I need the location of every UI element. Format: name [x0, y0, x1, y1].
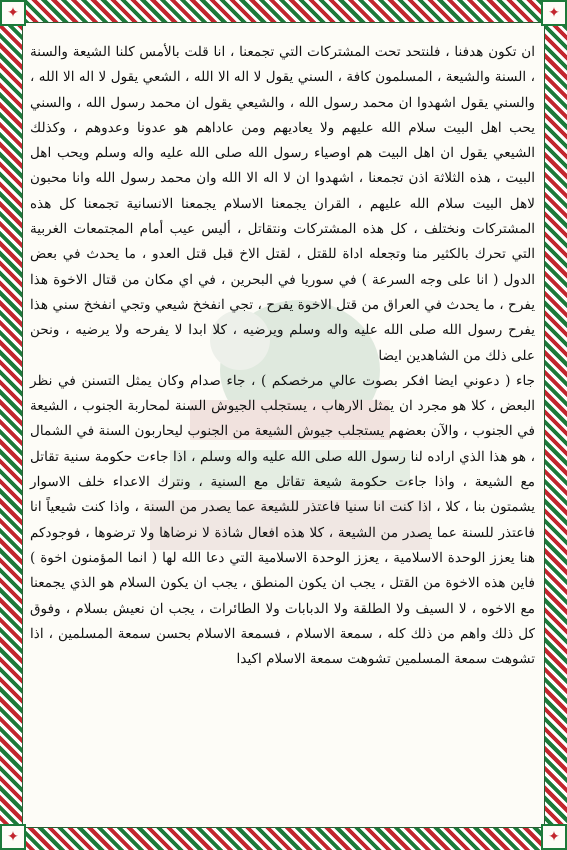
corner-ornament-icon: ✦: [541, 824, 567, 850]
corner-ornament-icon: ✦: [0, 824, 26, 850]
corner-ornament-icon: ✦: [541, 0, 567, 26]
corner-ornament-icon: ✦: [0, 0, 26, 26]
article-body: [30, 40, 535, 825]
paragraph: ان تكون هدفنا ، فلنتحد تحت المشتركات التي تجمعنا ، انا قلت بالأمس كلنا الشيعة والسنة ، السنة والشيعة ، المسلمون كافة ، السني يقول لا اله الا الله ، الشعي يقول لا اله الا الله ، والسني يقول اشهدوا ان محمد رسول الله ، والشيعي يقول ان محمد رسول الله ، والسني يحب اهل البيت سلام الله عليهم ولا يعاديهم ومن عاداهم هو عدونا وعدوهم ، وكذلك الشيعي يقول ان اهل البيت هم اوصياء رسول الله صلى الله عليه واله وسلم ويحب اهل البيت ، هذه الثلاثة اذن تجمعنا ، اشهدوا ان لا اله الا الله وان محمد رسول الله وانا محبون لاهل البيت سلام الله عليهم ، القران يجمعنا الاسلام يجمعنا الانسانية تجمعنا كل هذه المشتركات ونختلف ، كل هذه المشتركات ونتقاتل ، أليس عيب أمام المجتمعات الغربية التي تحرك بالكثير منا وتجعله اداة للقتل ، لقتل الاخ قبل قتل العدو ، ما يحدث في بعض الدول ( انا على وجه السرعة ) في سوريا في البحرين ، في اي مكان من قتال الاخوة هذا يفرح ، ما يحدث في العراق من قتل الاخوة يفرح ، تجي انفخخ شيعي وتجي انفخخ سني هذا يفرح رسول الله صلى الله عليه واله وسلم ويرضيه ، كلا ابدا لا يفرحه ولا يرضيه ، ونحن على ذلك من الشاهدين ايضا: [30, 44, 535, 364]
paragraph: جاء ( دعوني ايضا افكر بصوت عالي مرخصكم ) ، جاء صدام وكان يمثل التسنن في نظر البعض ، كلا هو مجرد ان يمثل الارهاب ، يستجلب الجيوش السنة لمحاربة الجنوب ، الشيعة في الجنوب ، والآن بعضهم يستجلب جيوش الشيعة من الجنوب ليحاربون السنة في الشمال ، هو هذا الذي اراده لنا رسول الله صلى الله عليه واله وسلم ، اذا جاءت حكومة سنية تقاتل مع الشيعة ، واذا جاءت حكومة شيعة تقاتل مع السنية ، ونترك الاعداء خلف الاسوار يشمتون بنا ، كلا ، اذا كنت انا سنيا فاعتذر للشيعة عما يصدر من السنة ، واذا كنت شيعياً انا فاعتذر للسنة عما يصدر من الشيعة ، كلا هذه افعال شاذة لا نرضاها ولا ترضوها ، فوجودكم هنا يعزز الوحدة الاسلامية ، يعزز الوحدة الاسلامية التي دعا الله لها ( انما المؤمنون اخوة ) فاين هذه الاخوة من القتل ، يجب ان يكون المنطق ، يجب ان يكون السلام هو الذي يجمعنا مع الاخوه ، لا السيف ولا الطلقة ولا الدبابات ولا الطائرات ، يجب ان نعيش بسلام ، وفوق كل ذلك واهم من ذلك كله ، سمعة الاسلام ، فسمعة الاسلام بحسن سمعة المسلمين ، اذا تشوهت سمعة المسلمين تشوهت سمعة الاسلام اكيدا: [30, 372, 535, 668]
